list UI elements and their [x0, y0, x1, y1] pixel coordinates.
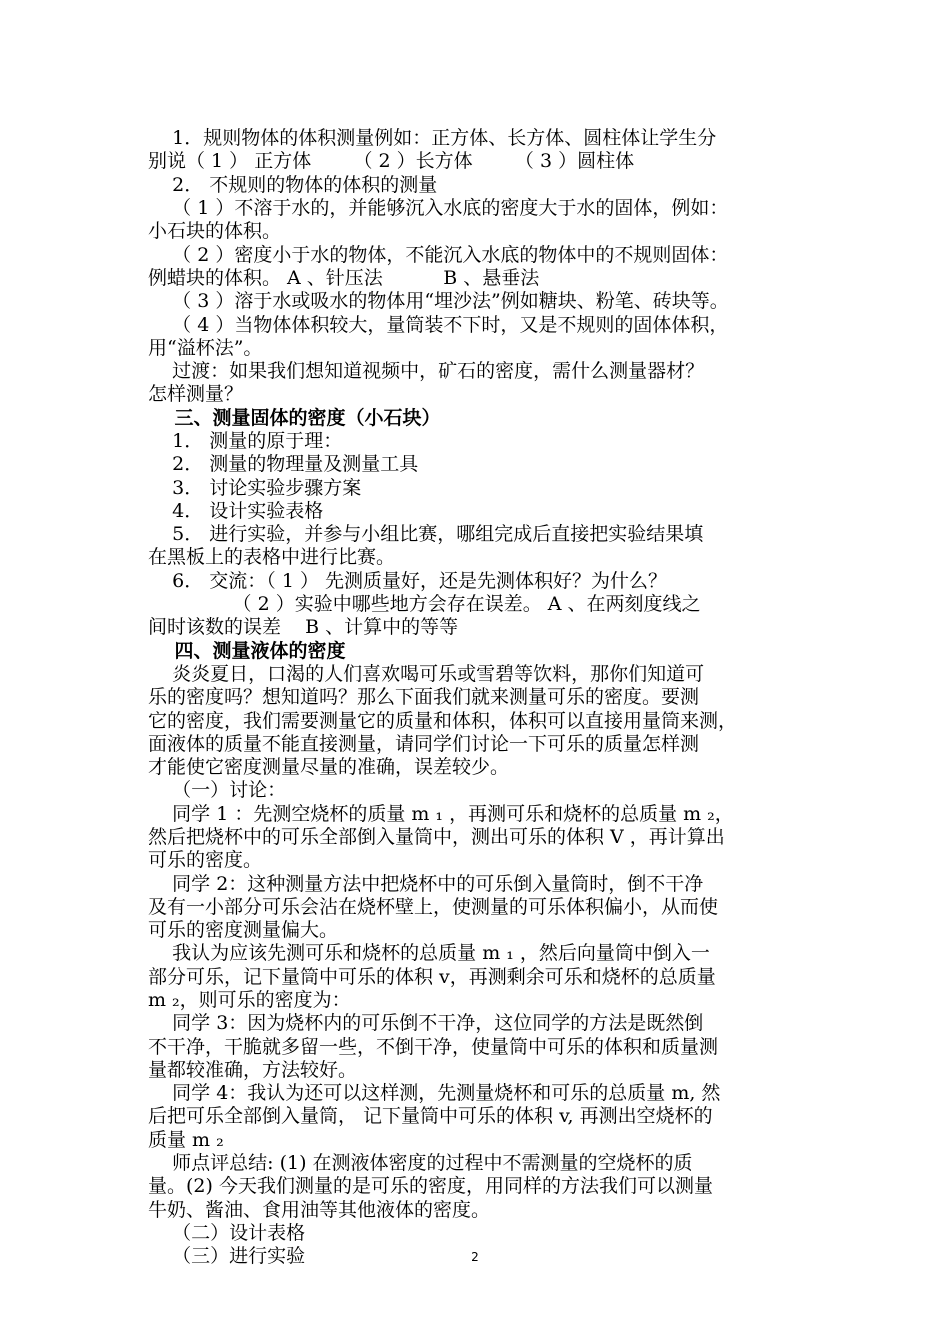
text-line: 小石块的体积。	[148, 220, 282, 242]
text-line: 3． 讨论实验步骤方案	[148, 477, 362, 499]
text-line: 过渡：如果我们想知道视频中，矿石的密度，需什么测量器材？	[148, 360, 705, 382]
text-line: 例蜡块的体积。 A 、针压法 B 、悬垂法	[148, 267, 540, 289]
text-line: 2． 测量的物理量及测量工具	[148, 453, 419, 475]
text-line: 及有一小部分可乐会沾在烧杯壁上，使测量的可乐体积偏小，从而使	[148, 896, 719, 918]
text-line: 同学 2：这种测量方法中把烧杯中的可乐倒入量筒时，倒不干净	[148, 873, 704, 895]
text-line: （二）设计表格	[148, 1222, 306, 1244]
text-line: 牛奶、酱油、食用油等其他液体的密度。	[148, 1199, 491, 1221]
text-line: 别说（ 1 ） 正方体 （ 2 ）长方体 （ 3 ）圆柱体	[148, 150, 635, 172]
text-line: （ 3 ）溶于水或吸水的物体用“埋沙法”例如糖块、粉笔、砖块等。	[148, 290, 729, 312]
text-line: 5． 进行实验，并参与小组比赛，哪组完成后直接把实验结果填	[148, 523, 704, 545]
text-line: 我认为应该先测可乐和烧杯的总质量 m ₁ ，然后向量筒中倒入一	[148, 942, 710, 964]
text-line: （一）讨论：	[148, 779, 287, 801]
text-line: 同学 4：我认为还可以这样测，先测量烧杯和可乐的总质量 m, 然	[148, 1082, 721, 1104]
text-line: 质量 m ₂	[148, 1129, 224, 1151]
text-line: 怎样测量？	[148, 383, 244, 405]
page-number: 2	[471, 1250, 479, 1264]
text-line: 可乐的密度。	[148, 849, 263, 871]
text-line: （ 2 ）实验中哪些地方会存在误差。 A 、在两刻度线之	[148, 593, 701, 615]
text-line: 然后把烧杯中的可乐全部倒入量筒中，测出可乐的体积 V ，再计算出	[148, 826, 725, 848]
text-line: 量都较准确，方法较好。	[148, 1059, 358, 1081]
text-line: 在黑板上的表格中进行比赛。	[148, 546, 396, 568]
text-line: 四、测量液体的密度	[148, 640, 346, 662]
text-line: （ 1 ）不溶于水的，并能够沉入水底的密度大于水的固体，例如：	[148, 197, 729, 219]
text-line: 同学 1 ：先测空烧杯的质量 m ₁ ，再测可乐和烧杯的总质量 m ₂，	[148, 803, 734, 825]
text-line: 可乐的密度测量偏大。	[148, 919, 339, 941]
text-line: 2． 不规则的物体的体积的测量	[148, 174, 438, 196]
text-line: 乐的密度吗？想知道吗？那么下面我们就来测量可乐的密度。要测	[148, 686, 700, 708]
text-line: 6． 交流：（ 1 ） 先测质量好，还是先测体积好？为什么？	[148, 570, 667, 592]
text-line: 师点评总结: (1) 在测液体密度的过程中不需测量的空烧杯的质	[148, 1152, 693, 1174]
text-line: 才能使它密度测量尽量的准确，误差较少。	[148, 756, 510, 778]
text-line: 三、测量固体的密度（小石块）	[148, 407, 441, 429]
text-line: 它的密度，我们需要测量它的质量和体积，体积可以直接用量筒来测，	[148, 710, 738, 732]
text-line: 量。(2) 今天我们测量的是可乐的密度，用同样的方法我们可以测量	[148, 1175, 713, 1197]
text-line: 面液体的质量不能直接测量，请同学们讨论一下可乐的质量怎样测	[148, 733, 700, 755]
text-line: 不干净，干脆就多留一些，不倒干净，使量筒中可乐的体积和质量测	[148, 1036, 719, 1058]
text-line: 用“溢杯法”。	[148, 337, 263, 359]
text-line: 间时该数的误差 B 、计算中的等等	[148, 616, 459, 638]
text-line: （ 2 ）密度小于水的物体，不能沉入水底的物体中的不规则固体：	[148, 244, 729, 266]
text-line: 1．规则物体的体积测量例如：正方体、长方体、圆柱体让学生分	[148, 127, 717, 149]
text-line: 1． 测量的原于理：	[148, 430, 343, 452]
text-line: 炎炎夏日，口渴的人们喜欢喝可乐或雪碧等饮料，那你们知道可	[148, 663, 705, 685]
text-line: 同学 3：因为烧杯内的可乐倒不干净，这位同学的方法是既然倒	[148, 1012, 704, 1034]
text-line: 部分可乐，记下量筒中可乐的体积 v，再测剩余可乐和烧杯的总质量	[148, 966, 716, 988]
text-line: （ 4 ）当物体体积较大，量筒装不下时，又是不规则的固体体积，	[148, 314, 729, 336]
text-line: 后把可乐全部倒入量筒， 记下量筒中可乐的体积 v, 再测出空烧杯的	[148, 1105, 713, 1127]
text-line: （三）进行实验	[148, 1245, 306, 1267]
text-line: m ₂，则可乐的密度为：	[148, 989, 351, 1011]
text-line: 4． 设计实验表格	[148, 500, 324, 522]
